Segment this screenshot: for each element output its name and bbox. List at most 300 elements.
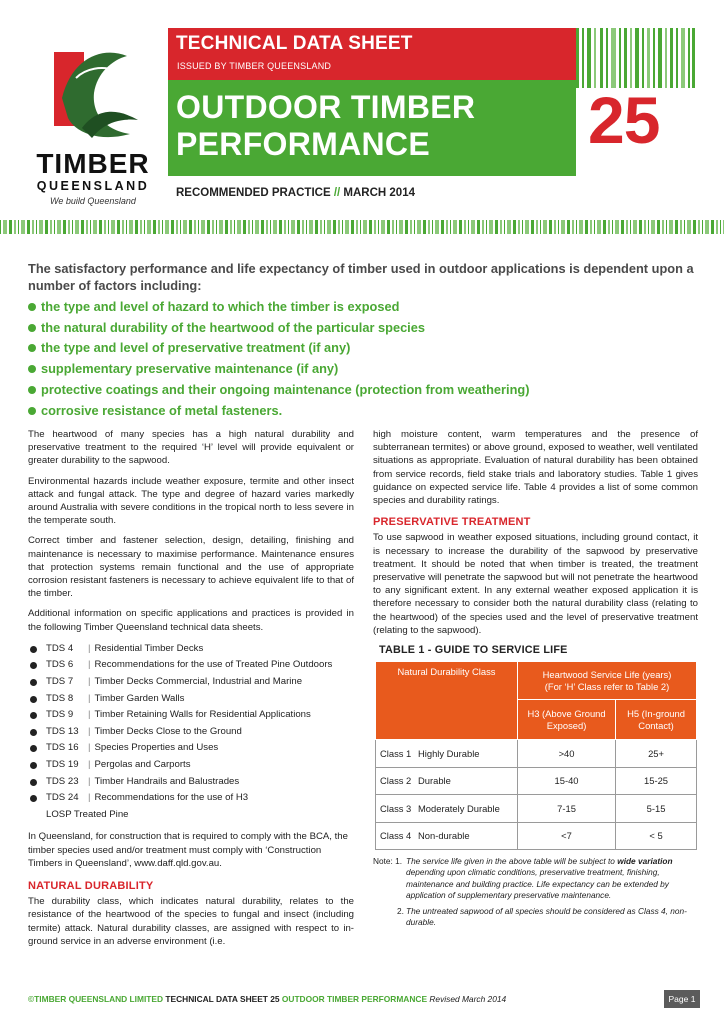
barcode-stripe	[93, 220, 97, 234]
tds-title: Pergolas and Carports	[94, 759, 191, 770]
barcode-stripe	[405, 220, 408, 234]
barcode-stripe	[648, 220, 649, 234]
barcode-stripe	[410, 220, 412, 234]
tds-code: TDS 24	[46, 792, 79, 804]
table-title: TABLE 1 - GUIDE TO SERVICE LIFE	[379, 644, 568, 657]
barcode-stripe	[374, 220, 376, 234]
table-note-2	[373, 906, 698, 928]
barcode-stripe	[237, 220, 241, 234]
barcode-stripe	[489, 220, 493, 234]
tds-title: Recommendations for the use of H3 LOSP Treated Pine	[46, 792, 249, 820]
tds-title: Timber Retaining Walls for Residential Applications	[94, 709, 311, 721]
list-item	[28, 338, 698, 359]
tds-code: TDS 6	[46, 659, 74, 671]
tds-title: Timber Decks Commercial, Industrial and Marine	[94, 676, 303, 688]
factor-text: the natural durability of the heartwood of the particular species	[41, 319, 425, 335]
paragraph: high moisture content, warm temperatures and the presence of subterranean termites) or above ground, exposed to weather, well ventilated situations as appropriate. Evaluation of natural durability has been obtained from service records, field stake trials and laboratory studies. Table 1 gives guidance on expected service life. Table 4 provides a list of some common species and durability ratings.	[373, 429, 698, 507]
barcode-stripe	[342, 220, 343, 234]
bullet-icon	[30, 646, 37, 653]
note-text: The service life given in the above table will be subject to	[406, 856, 615, 867]
intro-section	[28, 260, 698, 421]
barcode-stripe	[351, 220, 354, 234]
header-subtext: (For ‘H’ Class refer to Table 2)	[544, 680, 670, 692]
barcode-stripe	[369, 220, 372, 234]
barcode-stripe	[363, 220, 367, 234]
barcode-stripe	[428, 220, 430, 234]
barcode-stripe	[207, 220, 210, 234]
left-column	[28, 428, 354, 955]
barcode-stripe	[716, 220, 718, 234]
h3-cell: <7	[518, 822, 616, 850]
barcode-stripe	[75, 220, 79, 234]
bullet-icon	[28, 303, 36, 311]
barcode-stripe	[230, 220, 232, 234]
barcode-stripe	[273, 220, 277, 234]
barcode-stripe	[500, 220, 502, 234]
bullet-icon	[30, 679, 37, 686]
barcode-stripe	[432, 220, 433, 234]
barcode-stripe	[639, 220, 642, 234]
h3-cell: >40	[518, 740, 616, 768]
bullet-icon	[30, 662, 37, 669]
bullet-icon	[28, 324, 36, 332]
barcode-stripe	[144, 220, 145, 234]
barcode-stripe	[225, 220, 228, 234]
class-desc: Moderately Durable	[418, 802, 500, 814]
list-item: TDS 23 | Timber Handrails and Balustrades	[28, 774, 354, 791]
logo-subword: QUEENSLAND	[36, 179, 150, 193]
list-item: TDS 19 | Pergolas and Carports	[28, 757, 354, 774]
barcode-stripe	[104, 220, 106, 234]
barcode-stripe	[468, 220, 469, 234]
barcode-stripe	[669, 220, 673, 234]
barcode-stripe	[446, 220, 448, 234]
factor-text: supplementary preservative maintenance (if any)	[41, 361, 339, 377]
barcode-stripe	[558, 220, 559, 234]
barcode-stripe	[585, 220, 588, 234]
barcode-stripe	[171, 220, 174, 234]
subtitle-date: MARCH 2014	[343, 187, 415, 199]
barcode-stripe	[680, 220, 682, 234]
factor-text: protective coatings and their ongoing maintenance (protection from weathering)	[41, 381, 530, 397]
barcode-stripe	[518, 220, 520, 234]
barcode-stripe	[477, 220, 480, 234]
barcode-stripe	[597, 220, 601, 234]
list-item: TDS 8 | Timber Garden Walls	[28, 691, 354, 708]
barcode-stripe	[189, 220, 192, 234]
barcode-stripe	[698, 220, 700, 234]
page-title: OUTDOOR TIMBER PERFORMANCE	[176, 89, 476, 162]
decorative-barcode-strip	[0, 220, 724, 234]
barcode-stripe	[392, 220, 394, 234]
barcode-stripe	[18, 220, 19, 234]
list-item: TDS 16 | Species Properties and Uses	[28, 740, 354, 757]
barcode-stripe	[284, 220, 286, 234]
barcode-stripe	[693, 220, 696, 234]
barcode-stripe	[711, 220, 714, 234]
class-cell	[376, 767, 518, 795]
barcode-stripe	[309, 220, 313, 234]
barcode-stripe	[531, 220, 534, 234]
barcode-stripe	[630, 220, 631, 234]
barcode-stripe	[423, 220, 426, 234]
factor-text: corrosive resistance of metal fasteners.	[41, 402, 283, 418]
class-number: Class 1	[380, 747, 412, 759]
barcode-stripe	[315, 220, 318, 234]
barcode-stripe	[590, 220, 592, 234]
tds-title: Species Properties and Uses	[94, 742, 219, 754]
barcode-stripe	[302, 220, 304, 234]
table-row	[376, 795, 697, 823]
barcode-stripe	[21, 220, 25, 234]
barcode-stripe	[32, 220, 34, 234]
paragraph: To use sapwood in weather exposed situations, including ground contact, it is necessary to increase the durability of the sapwood by preservative treatment. It should be noted that when timber is treated, the treatment preservative will penetrate the sapwood but will not penetrate the heartwood to any significant extent. In any external weather exposed application it is therefore necessary to consider both the natural durability class (relating to the heartwood) of the species used and the level of preservative treatment (relating to the sapwood).	[373, 532, 698, 636]
list-item: TDS 4 | Residential Timber Decks	[28, 641, 354, 658]
barcode-stripe	[471, 220, 475, 234]
barcode-stripe	[543, 220, 547, 234]
timber-queensland-emblem-icon	[42, 38, 142, 148]
factor-text: the type and level of preservative treatment (if any)	[41, 340, 351, 356]
barcode-stripe	[333, 220, 336, 234]
barcode-stripe	[162, 220, 163, 234]
barcode-stripe	[165, 220, 169, 234]
page-number: Page 1	[664, 990, 700, 1008]
bullet-icon	[30, 712, 37, 719]
tds-code: TDS 9	[46, 709, 74, 721]
tds-code: TDS 4	[46, 642, 74, 654]
paragraph: Environmental hazards include weather exposure, termite and other insect attack and fungal attack. The type and degree of hazard varies markedly around Australia with severe conditions in the tropical north to less severe in the temperate south.	[28, 475, 354, 527]
barcode-stripe	[360, 220, 361, 234]
barcode-stripe	[68, 220, 70, 234]
barcode-stripe	[338, 220, 340, 234]
barcode-stripe	[212, 220, 214, 234]
class-desc: Durable	[418, 775, 451, 787]
barcode-stripe	[414, 220, 415, 234]
barcode-stripe	[108, 220, 109, 234]
barcode-stripe	[122, 220, 124, 234]
barcode-stripe	[554, 220, 556, 234]
barcode-stripe	[345, 220, 349, 234]
logo-tagline: We build Queensland	[50, 196, 136, 206]
logo-wordmark: TIMBER	[36, 148, 150, 179]
barcode-stripe	[666, 220, 667, 234]
barcode-stripe	[644, 220, 646, 234]
footer-revised: Revised March 2014	[429, 994, 507, 1004]
barcode-stripe	[297, 220, 300, 234]
barcode-stripe	[621, 220, 624, 234]
table-row	[376, 767, 697, 795]
paragraph: Correct timber and fastener selection, design, detailing, finishing and maintenance is necessary to maximise performance. Maintenance ensures that protection systems remain functional and the use of appropriate corrosion resistant fasteners is necessary to achieve equivalent life to that of the timber.	[28, 535, 354, 600]
list-item	[28, 359, 698, 380]
factor-text: the type and level of hazard to which the timber is exposed	[41, 299, 400, 314]
table-row	[376, 822, 697, 850]
header-text: Heartwood Service Life (years)	[542, 668, 672, 680]
barcode-stripe	[135, 220, 138, 234]
barcode-stripe	[567, 220, 570, 234]
intro-lead: The satisfactory performance and life expectancy of timber used in outdoor applications is dependent upon a number of factors including:	[28, 261, 694, 293]
class-cell	[376, 740, 518, 768]
class-desc: Highly Durable	[418, 747, 480, 759]
barcode-stripe	[266, 220, 268, 234]
table-header-h5	[616, 700, 697, 740]
page-footer	[28, 994, 506, 1004]
barcode-stripe	[158, 220, 160, 234]
bullet-icon	[30, 729, 37, 736]
header-text: H5 (In-ground Contact)	[627, 707, 685, 731]
barcode-stripe	[198, 220, 199, 234]
class-desc: Non-durable	[418, 830, 470, 842]
h3-cell: 15-40	[518, 767, 616, 795]
barcode-stripe	[705, 220, 709, 234]
barcode-stripe	[486, 220, 487, 234]
barcode-stripe	[579, 220, 583, 234]
barcode-stripe	[549, 220, 552, 234]
barcode-stripe	[50, 220, 52, 234]
barcode-stripe	[651, 220, 655, 234]
barcode-stripe	[513, 220, 516, 234]
tds-reference-list	[28, 641, 354, 824]
table-notes	[373, 856, 698, 928]
note-text: depending upon climatic conditions, preservative treatment, finishing, maintenance and building practice. Life expectancy can be extended by application of supplementary preservative maintenance.	[406, 867, 669, 900]
barcode-stripe	[86, 220, 88, 234]
barcode-stripe	[72, 220, 73, 234]
barcode-stripe	[453, 220, 457, 234]
barcode-stripe	[378, 220, 379, 234]
barcode-stripe	[720, 220, 721, 234]
tds-title: Timber Handrails and Balustrades	[94, 775, 240, 787]
barcode-stripe	[9, 220, 12, 234]
factor-list	[28, 297, 698, 421]
barcode-stripe	[153, 220, 156, 234]
table-row	[376, 740, 697, 768]
list-item: TDS 6 | Recommendations for the use of Treated Pine Outdoors	[28, 657, 354, 674]
decorative-stripes	[576, 28, 696, 88]
tds-code: TDS 13	[46, 725, 79, 737]
paragraph: Additional information on specific applications and practices is provided in the following Timber Queensland technical data sheets.	[28, 608, 354, 633]
barcode-stripe	[417, 220, 421, 234]
barcode-stripe	[662, 220, 664, 234]
barcode-stripe	[626, 220, 628, 234]
barcode-stripe	[117, 220, 120, 234]
footer-title: OUTDOOR TIMBER PERFORMANCE	[281, 994, 428, 1004]
barcode-stripe	[234, 220, 235, 234]
right-column	[373, 428, 698, 932]
barcode-stripe	[435, 220, 439, 234]
barcode-stripe	[291, 220, 295, 234]
barcode-stripe	[90, 220, 91, 234]
barcode-stripe	[396, 220, 397, 234]
tds-title: Residential Timber Decks	[94, 642, 204, 654]
list-item: TDS 7 | Timber Decks Commercial, Industrial and Marine	[28, 674, 354, 691]
barcode-stripe	[279, 220, 282, 234]
barcode-stripe	[702, 220, 703, 234]
bullet-icon	[28, 386, 36, 394]
barcode-stripe	[57, 220, 61, 234]
barcode-stripe	[522, 220, 523, 234]
barcode-stripe	[356, 220, 358, 234]
barcode-stripe	[261, 220, 264, 234]
barcode-stripe	[306, 220, 307, 234]
barcode-stripe	[327, 220, 331, 234]
header-text: Natural Durability Class	[397, 666, 496, 678]
h5-cell: 15-25	[616, 767, 697, 795]
barcode-stripe	[399, 220, 403, 234]
barcode-stripe	[320, 220, 322, 234]
barcode-stripe	[612, 220, 613, 234]
subtitle-separator: //	[333, 187, 341, 199]
tds-title: Timber Garden Walls	[94, 692, 185, 704]
bullet-icon	[28, 407, 36, 415]
note-label: 2.	[397, 906, 404, 917]
barcode-stripe	[324, 220, 325, 234]
barcode-stripe	[594, 220, 595, 234]
barcode-stripe	[504, 220, 505, 234]
barcode-stripe	[248, 220, 250, 234]
barcode-stripe	[27, 220, 30, 234]
tds-code: TDS 8	[46, 692, 74, 704]
barcode-stripe	[252, 220, 253, 234]
barcode-stripe	[482, 220, 484, 234]
barcode-stripe	[536, 220, 538, 234]
barcode-stripe	[288, 220, 289, 234]
barcode-stripe	[387, 220, 390, 234]
tds-code: TDS 7	[46, 676, 74, 688]
barcode-stripe	[633, 220, 637, 234]
barcode-stripe	[608, 220, 610, 234]
barcode-stripe	[54, 220, 55, 234]
table-note-1	[373, 856, 698, 901]
barcode-stripe	[140, 220, 142, 234]
footer-doc: TECHNICAL DATA SHEET 25	[165, 994, 280, 1004]
list-item	[28, 297, 698, 318]
barcode-stripe	[180, 220, 181, 234]
h3-cell: 7-15	[518, 795, 616, 823]
barcode-stripe	[576, 220, 577, 234]
barcode-stripe	[270, 220, 271, 234]
subtitle	[176, 187, 415, 199]
barcode-stripe	[687, 220, 691, 234]
list-item: TDS 13 | Timber Decks Close to the Ground	[28, 724, 354, 741]
tds-code: TDS 16	[46, 742, 79, 754]
barcode-stripe	[39, 220, 43, 234]
footer-copyright: ©TIMBER QUEENSLAND LIMITED	[28, 994, 164, 1004]
h5-cell: 5-15	[616, 795, 697, 823]
list-item	[28, 380, 698, 401]
bullet-icon	[28, 344, 36, 352]
barcode-stripe	[99, 220, 102, 234]
barcode-stripe	[126, 220, 127, 234]
barcode-stripe	[45, 220, 48, 234]
natural-durability-heading: NATURAL DURABILITY	[28, 879, 154, 892]
barcode-stripe	[176, 220, 178, 234]
bullet-icon	[30, 696, 37, 703]
table-header-life	[518, 662, 697, 700]
barcode-stripe	[63, 220, 66, 234]
list-item: TDS 9 | Timber Retaining Walls for Residential Applications	[28, 707, 354, 724]
bullet-icon	[30, 779, 37, 786]
barcode-stripe	[0, 220, 1, 234]
tds-title: Timber Decks Close to the Ground	[94, 725, 242, 737]
class-number: Class 2	[380, 775, 412, 787]
barcode-stripe	[81, 220, 84, 234]
barcode-stripe	[441, 220, 444, 234]
h5-cell: < 5	[616, 822, 697, 850]
barcode-stripe	[201, 220, 205, 234]
table-header-class	[376, 662, 518, 740]
tds-title: Recommendations for the use of Treated Pine Outdoors	[94, 659, 333, 671]
doc-type-label: TECHNICAL DATA SHEET	[176, 33, 413, 54]
barcode-stripe	[675, 220, 678, 234]
subtitle-practice: RECOMMENDED PRACTICE	[176, 187, 331, 199]
preservative-treatment-heading: PRESERVATIVE TREATMENT	[373, 516, 531, 529]
bullet-icon	[28, 365, 36, 373]
barcode-stripe	[525, 220, 529, 234]
barcode-stripe	[255, 220, 259, 234]
note-text: The untreated sapwood of all species should be considered as Class 4, non-durable.	[406, 906, 687, 928]
barcode-stripe	[147, 220, 151, 234]
barcode-stripe	[111, 220, 115, 234]
sheet-number: 25	[588, 83, 660, 157]
tds-code: TDS 19	[46, 759, 79, 770]
class-number: Class 3	[380, 802, 412, 814]
paragraph: In Queensland, for construction that is required to comply with the BCA, the timber species used and/or treatment must comply with ‘Construction Timbers in Queensland’, www.daff.qld.gov.au.	[28, 831, 348, 869]
class-cell	[376, 822, 518, 850]
note-label: Note: 1.	[373, 856, 403, 867]
barcode-stripe	[464, 220, 466, 234]
barcode-stripe	[381, 220, 385, 234]
list-item	[28, 318, 698, 339]
header-text: H3 (Above Ground Exposed)	[527, 707, 606, 731]
barcode-stripe	[450, 220, 451, 234]
service-life-table	[375, 661, 697, 850]
note-emphasis: wide variation	[617, 856, 673, 867]
class-cell	[376, 795, 518, 823]
barcode-stripe	[459, 220, 462, 234]
bullet-icon	[30, 762, 37, 769]
barcode-stripe	[684, 220, 685, 234]
paragraph: The durability class, which indicates natural durability, relates to the resistance of the heartwood of the species to fungal and insect (including termite) attack. Natural durability classes, are assigned with respect to in-ground service in an adverse environment (i.e.	[28, 896, 354, 947]
barcode-stripe	[507, 220, 511, 234]
timber-queensland-logo	[28, 38, 158, 208]
barcode-stripe	[243, 220, 246, 234]
paragraph: The heartwood of many species has a high natural durability and preservative treatment to the required ‘H’ level will provide equivalent or greater durability to the sapwood.	[28, 429, 354, 467]
table-header-h3	[518, 700, 616, 740]
barcode-stripe	[561, 220, 565, 234]
list-item	[28, 401, 698, 422]
barcode-stripe	[36, 220, 37, 234]
list-item: TDS 24 | Recommendations for the use of H3 LOSP Treated Pine	[28, 790, 354, 823]
barcode-stripe	[216, 220, 217, 234]
barcode-stripe	[194, 220, 196, 234]
tds-code: TDS 23	[46, 775, 79, 787]
barcode-stripe	[615, 220, 619, 234]
barcode-stripe	[495, 220, 498, 234]
barcode-stripe	[603, 220, 606, 234]
class-number: Class 4	[380, 830, 412, 842]
barcode-stripe	[3, 220, 7, 234]
barcode-stripe	[129, 220, 133, 234]
barcode-stripe	[14, 220, 16, 234]
issued-by-label: ISSUED BY TIMBER QUEENSLAND	[177, 61, 332, 71]
h5-cell: 25+	[616, 740, 697, 768]
barcode-stripe	[219, 220, 223, 234]
bullet-icon	[30, 795, 37, 802]
barcode-stripe	[540, 220, 541, 234]
barcode-stripe	[183, 220, 187, 234]
barcode-stripe	[572, 220, 574, 234]
bullet-icon	[30, 745, 37, 752]
barcode-stripe	[657, 220, 660, 234]
